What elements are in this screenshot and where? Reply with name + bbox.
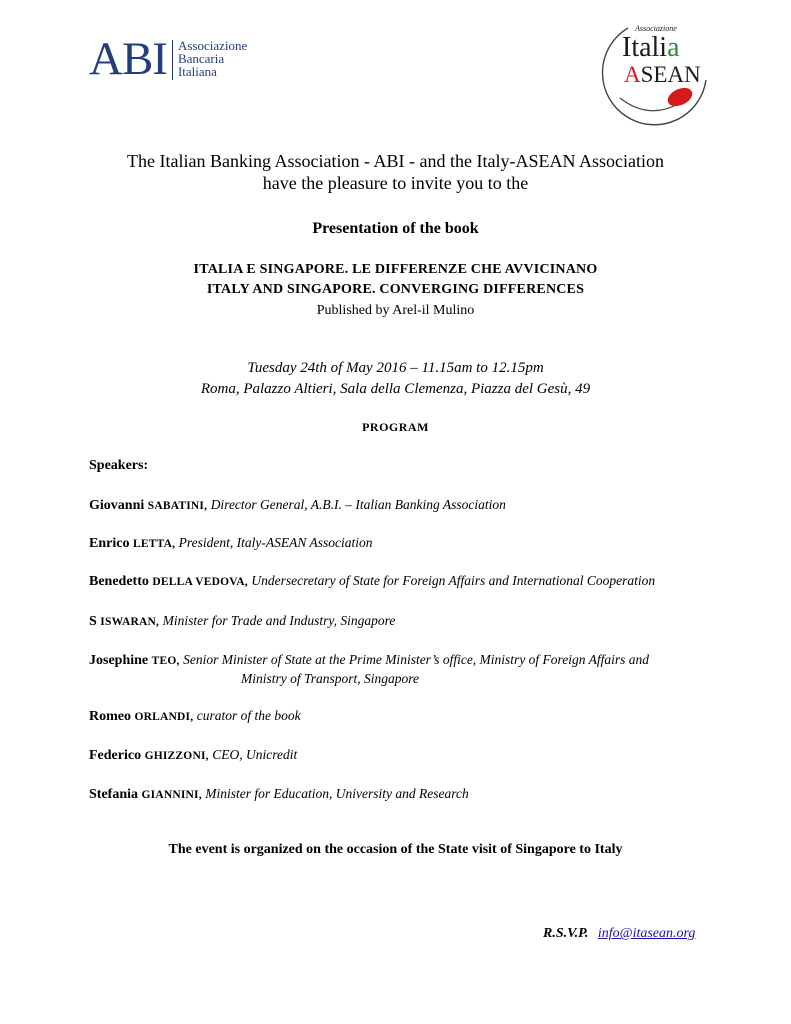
speaker-item <box>89 572 655 591</box>
speaker-first-name: Josephine <box>89 653 149 668</box>
speaker-item <box>89 785 469 804</box>
speaker-first-name: Federico <box>89 748 142 763</box>
abi-logo-mark: ABI <box>89 33 167 85</box>
italia-asean-logo <box>598 20 710 132</box>
abi-logo-word-2: Bancaria <box>177 51 225 66</box>
program-heading: PROGRAM <box>362 420 429 434</box>
intro-line-1: The Italian Banking Association - ABI - and the Italy-ASEAN Association <box>127 151 664 171</box>
speaker-role: Senior Minister of State at the Prime Minister’s office, Ministry of Foreign Affairs and <box>183 652 650 667</box>
speaker-last-name: ORLANDI, <box>134 711 194 723</box>
speaker-first-name: Giovanni <box>89 498 145 513</box>
speaker-item <box>89 707 301 726</box>
abi-logo-word-3: Italiana <box>177 64 217 79</box>
speaker-last-name: SABATINI, <box>147 500 208 512</box>
abi-logo <box>89 33 248 85</box>
italia-asean-logo-green-a: a <box>667 32 680 63</box>
italia-asean-logo-sean: SEAN <box>640 62 701 87</box>
italia-asean-logo-itali: Itali <box>622 32 668 63</box>
speaker-role: Minister for Trade and Industry, Singapore <box>162 613 396 628</box>
speaker-first-name: Benedetto <box>89 574 149 589</box>
speaker-last-name: DELLA VEDOVA, <box>152 576 248 588</box>
rsvp-line <box>543 926 695 942</box>
speaker-role: Minister for Education, University and Research <box>205 786 469 801</box>
speaker-last-name: TEO, <box>151 655 180 667</box>
abi-logo-divider <box>172 40 173 80</box>
speaker-first-name: Enrico <box>89 536 130 551</box>
speaker-item <box>89 496 506 515</box>
speaker-first-name: Stefania <box>89 787 138 802</box>
event-venue: Roma, Palazzo Altieri, Sala della Clemenza, Piazza del Gesù, 49 <box>200 381 591 397</box>
presentation-heading: Presentation of the book <box>312 220 479 237</box>
speaker-role: President, Italy-ASEAN Association <box>178 535 373 550</box>
abi-logo-word-1: Associazione <box>177 38 248 53</box>
publisher-line: Published by Arel-il Mulino <box>316 303 475 318</box>
event-date: Tuesday 24th of May 2016 – 11.15am to 12.15pm <box>247 360 544 376</box>
speaker-first-name: Romeo <box>89 709 131 724</box>
intro-text <box>0 150 791 194</box>
abi-logo-words <box>178 39 247 78</box>
italia-asean-logo-italia <box>622 33 680 63</box>
speakers-heading: Speakers: <box>89 458 149 473</box>
speaker-last-name: GHIZZONI, <box>144 750 209 762</box>
speaker-first-name: S <box>89 614 97 629</box>
book-title-italian: ITALIA E SINGAPORE. LE DIFFERENZE CHE AVVICINANO <box>193 262 598 277</box>
speaker-item <box>89 746 297 765</box>
italia-asean-logo-asean <box>624 62 701 88</box>
speaker-last-name: ISWARAN, <box>100 616 160 628</box>
rsvp-email-link[interactable]: info@itasean.org <box>597 926 696 941</box>
speaker-role: Director General, A.B.I. – Italian Banking Association <box>210 497 506 512</box>
italia-asean-logo-red-a: A <box>624 62 641 87</box>
speaker-item <box>89 534 373 553</box>
speaker-item <box>89 612 395 631</box>
event-details <box>0 358 791 400</box>
rsvp-label: R.S.V.P. <box>543 926 589 941</box>
speaker-item <box>89 651 649 688</box>
speaker-role-continued: Ministry of Transport, Singapore <box>241 671 420 686</box>
occasion-note: The event is organized on the occasion of the State visit of Singapore to Italy <box>168 842 623 857</box>
speaker-last-name: GIANNINI, <box>141 789 202 801</box>
italia-asean-logo-small-text: Associazione <box>635 24 677 33</box>
speaker-last-name: LETTA, <box>132 538 176 550</box>
speaker-role: Undersecretary of State for Foreign Affairs and International Cooperation <box>251 573 656 588</box>
intro-line-2: have the pleasure to invite you to the <box>262 173 529 193</box>
speaker-role: curator of the book <box>196 708 301 723</box>
book-title-english: ITALY AND SINGAPORE. CONVERGING DIFFERENCES <box>206 282 585 297</box>
speaker-role: CEO, Unicredit <box>212 747 298 762</box>
